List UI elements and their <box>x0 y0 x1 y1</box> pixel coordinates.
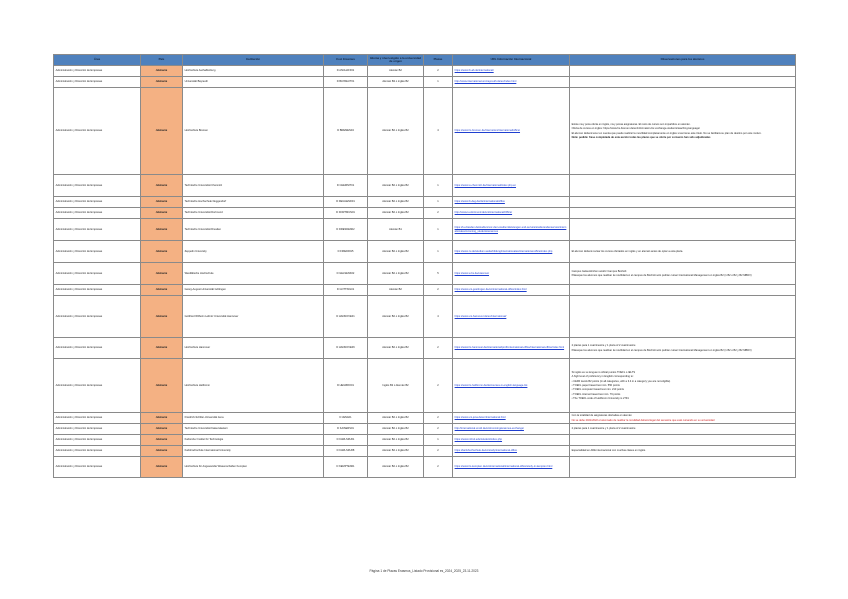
observations-cell <box>570 285 796 296</box>
observation-line: Oferta de cursos en inglés: https://www.hs-bremen.de/en/information-for-exchange-students/teaching-language/ <box>571 127 700 131</box>
page-footer: Página 1 de Plazas Erasmus_Listado Provisional es_2024_2025_23.11.2023 <box>369 569 479 573</box>
observation-line: Pâteuque los alumnos que realizan la movilidad en el campus de Bocholt solo podrán cursar International Management en inglés B2 (1 B2 o B2 y B2 MBDV) <box>571 274 752 278</box>
observation-line: Con la totalidad de asignaturas ofertadas en alemán <box>571 414 632 418</box>
country-cell: Alemania <box>141 197 183 208</box>
country-cell: Alemania <box>141 219 183 241</box>
places-cell: 2 <box>424 424 453 435</box>
country-cell: Alemania <box>141 413 183 424</box>
observations-cell <box>570 175 796 197</box>
observation-line: • TOEFL paper based test min. 550 points <box>571 383 620 387</box>
observation-line: Existe muy poca oferta en inglés, muy pocas asignaturas. El resto de cursos son impartidos en alemán. <box>571 122 691 126</box>
places-cell: 2 <box>424 338 453 359</box>
observation-line: Campus Gelsenkirchen and/or Campus Bocholt <box>571 269 627 273</box>
places-cell: 2 <box>424 359 453 413</box>
table-row <box>54 446 796 457</box>
area-cell: Administración y Dirección de Empresas <box>54 263 141 285</box>
observations-cell <box>570 197 796 208</box>
erasmus-code-cell: D HEILBRO01 <box>324 359 368 413</box>
language-level-cell: Alemán B2 o Inglés B2 <box>368 424 424 435</box>
erasmus-code-cell: D FRIEDRI15 <box>324 241 368 263</box>
url-link[interactable]: https://www.hs-bremen.de/internet/en/international/office/ <box>453 88 570 175</box>
area-cell: Administración y Dirección de Empresas <box>54 208 141 219</box>
language-level-cell: Alemán B2 o Inglés B2 <box>368 208 424 219</box>
header-country: País <box>141 55 183 66</box>
table-row <box>54 197 796 208</box>
url-link[interactable]: https://www.hs-kempten.de/en/international/international-office/study-in-kempten.html <box>453 457 570 478</box>
table-row <box>54 338 796 359</box>
language-level-cell: Alemán B2 o Inglés B2 <box>368 446 424 457</box>
observation-line: Si inglés es su lengua no oficial puntos TOEFL o IELTS <box>571 370 636 374</box>
institution-cell: Westfälische Hochschule <box>183 263 324 285</box>
places-cell: 1 <box>424 241 453 263</box>
language-level-cell: Alemán B2 o Inglés B2 <box>368 457 424 478</box>
language-level-cell: Alemán B2 o Inglés B2 <box>368 263 424 285</box>
url-link[interactable]: https://www.uni-hannover.de/en/international/ <box>453 296 570 338</box>
observation-line: No se debe 2021/2022 el alumnado de realizar la movilidad deberá llegar del semestre que esté cursando en su universidad <box>571 418 715 422</box>
table-row <box>54 457 796 478</box>
erasmus-code-cell: D GELSENK02 <box>324 263 368 285</box>
table-row <box>54 424 796 435</box>
institution-cell: Hochschule für Angewandte Wissenschaften Kempten <box>183 457 324 478</box>
institution-cell: Georg-August-Universität Göttingen <box>183 285 324 296</box>
country-cell: Alemania <box>141 88 183 175</box>
area-cell: Administración y Dirección de Empresas <box>54 241 141 263</box>
erasmus-code-cell: D KAISERS01 <box>324 424 368 435</box>
places-cell: 1 <box>424 435 453 446</box>
observations-cell <box>570 424 796 435</box>
observation-line: 2 plazas para 1 cuatrimestre y 1 plaza of 2 cuatrimestre <box>571 344 636 348</box>
country-cell: Alemania <box>141 263 183 285</box>
table-row <box>54 77 796 88</box>
area-cell: Administración y Dirección de Empresas <box>54 175 141 197</box>
area-cell: Administración y Dirección de Empresas <box>54 296 141 338</box>
url-link[interactable]: https://www.zu.de/studium-weiterbildung/internationales/international-office/index.php <box>453 241 570 263</box>
places-cell: 2 <box>424 446 453 457</box>
language-level-cell: Inglés B2 o Alemán B2 <box>368 359 424 413</box>
language-level-cell: Alemán B2 o Inglés B2 <box>368 435 424 446</box>
erasmus-code-cell: D KARLSRU01 <box>324 435 368 446</box>
institution-cell: Technische Universität Kaiserslautern <box>183 424 324 435</box>
institution-cell: Hochschule Hannover <box>183 338 324 359</box>
institution-cell: Universität Bayreuth <box>183 77 324 88</box>
header-language-level: Idioma y nivel exigido a la universidad de origen <box>368 55 424 66</box>
institution-cell: Technische Hochschule Deggendorf <box>183 197 324 208</box>
institution-cell: Hochschule Bremen <box>183 88 324 175</box>
observations-cell <box>570 88 796 175</box>
table-row <box>54 66 796 77</box>
country-cell: Alemania <box>141 285 183 296</box>
header-places: Plazas <box>424 55 453 66</box>
erasmus-code-cell: D JENA01 <box>324 413 368 424</box>
url-link[interactable]: http://www.tu-dortmund.de/uni/international/Office/ <box>453 208 570 219</box>
erasmus-code-cell: D HANNOVE06 <box>324 338 368 359</box>
observations-cell <box>570 413 796 424</box>
observations-cell <box>570 435 796 446</box>
country-cell: Alemania <box>141 359 183 413</box>
url-link[interactable]: https://www.th-ab.de/international/ <box>453 66 570 77</box>
language-level-cell: Alemán B2 o Inglés B2 <box>368 296 424 338</box>
url-link[interactable]: https://www.th-deg.de/de/international/office <box>453 197 570 208</box>
table-row <box>54 285 796 296</box>
observation-line: Pâteuque los alumnos que realizan la movilidad en el campus de Bocholt solo podrán cursar International Management en inglés B2 (1 B2 o B2 y B2 MBDV) <box>571 348 752 352</box>
institution-cell: Friedrich-Schiller-Universität Jena <box>183 413 324 424</box>
observations-cell <box>570 296 796 338</box>
observation-line: Nota: pedida: frase completada de esta acción todas las plazas que se oferte por convenio han sido adjudicadas <box>571 136 711 140</box>
country-cell: Alemania <box>141 446 183 457</box>
erasmus-code-cell: D BAYREUT01 <box>324 77 368 88</box>
country-cell: Alemania <box>141 296 183 338</box>
url-link[interactable]: http://www.international.uni-bayreuth.de/en/index.html <box>453 77 570 88</box>
observation-line: • CEFR levels B2 points (in all categories, with a 3.4 in a category you are not eligible) <box>571 379 671 383</box>
language-level-cell: Alemán B2 <box>368 285 424 296</box>
area-cell: Administración y Dirección de Empresas <box>54 359 141 413</box>
observation-line: Especialidad en ADE internacional con muchas clases en inglés. <box>571 449 646 453</box>
table-row <box>54 263 796 285</box>
url-link[interactable]: https://www.tu-chemnitz.de/international/index.php.en <box>453 175 570 197</box>
places-cell: 1 <box>424 175 453 197</box>
language-level-cell: Alemán B2 o Inglés B2 <box>368 175 424 197</box>
table-row <box>54 88 796 175</box>
observations-cell <box>570 66 796 77</box>
country-cell: Alemania <box>141 175 183 197</box>
table-row <box>54 219 796 241</box>
erasmus-code-cell: D CHEMNIT01 <box>324 175 368 197</box>
url-link[interactable]: https://karlshochschule.de/en/study/international-office <box>453 446 570 457</box>
area-cell: Administración y Dirección de Empresas <box>54 457 141 478</box>
observation-line: El alumno deberá tener en cuenta que puede realizar la movilidad completamente en inglés si así tiene este título. No se facilitará su plan de destino por este motivo. <box>571 131 762 135</box>
url-link[interactable]: https://www.hs-heilbronn.de/de/courses-in-english-language-list <box>453 359 570 413</box>
country-cell: Alemania <box>141 424 183 435</box>
area-cell: Administración y Dirección de Empresas <box>54 435 141 446</box>
places-cell: 2 <box>424 208 453 219</box>
header-observations: Observaciones para los alumnos <box>570 55 796 66</box>
area-cell: Administración y Dirección de Empresas <box>54 424 141 435</box>
observations-cell <box>570 338 796 359</box>
erasmus-code-cell: D DORTMUN01 <box>324 208 368 219</box>
observation-line: • TOEFL internet based test min. 79 points <box>571 392 621 396</box>
observations-cell <box>570 219 796 241</box>
area-cell: Administración y Dirección de Empresas <box>54 197 141 208</box>
erasmus-code-cell: D KEMPTEN01 <box>324 457 368 478</box>
language-level-cell: Alemán B2 <box>368 66 424 77</box>
observation-line: 2 plazas para 1 cuatrimestre y 1 plaza of 2 cuatrimestre <box>571 427 636 431</box>
area-cell: Administración y Dirección de Empresas <box>54 88 141 175</box>
institution-cell: Technische Universität Chemnitz <box>183 175 324 197</box>
institution-cell: Zeppelin University <box>183 241 324 263</box>
header-code: Cod. Erasmus <box>324 55 368 66</box>
observation-line: • The TOEFL code of Heilbronn University is 2791 <box>571 397 629 401</box>
institution-cell: Karlshochschule International University <box>183 446 324 457</box>
table-row <box>54 359 796 413</box>
url-link[interactable]: http://international.uni-kl.de/en/incoming/erasmus-exchange/ <box>453 424 570 435</box>
area-cell: Administración y Dirección de Empresas <box>54 219 141 241</box>
places-cell: 1 <box>424 77 453 88</box>
places-cell: 2 <box>424 66 453 77</box>
erasmus-code-cell: D DRESDEN02 <box>324 219 368 241</box>
places-cell: 1 <box>424 219 453 241</box>
observation-line: • TOEFL computer based test min. 213 points <box>571 388 624 392</box>
language-level-cell: Alemán B2 o Inglés B2 <box>368 413 424 424</box>
institution-cell: Hochschule Heilbronn <box>183 359 324 413</box>
table-row <box>54 435 796 446</box>
institution-cell: Gottfried Wilhelm Leibniz Universität Hannover <box>183 296 324 338</box>
header-row <box>54 55 796 66</box>
places-cell: 4 <box>424 296 453 338</box>
places-cell: 2 <box>424 285 453 296</box>
country-cell: Alemania <box>141 77 183 88</box>
header-url: URL Información Internacional <box>453 55 570 66</box>
observation-line: A high level of proficiency in English corresponding to: <box>571 375 634 379</box>
table-row <box>54 413 796 424</box>
observations-cell <box>570 241 796 263</box>
table-row <box>54 208 796 219</box>
language-level-cell: Alemán B2 o inglés B2 <box>368 77 424 88</box>
observations-cell <box>570 208 796 219</box>
country-cell: Alemania <box>141 457 183 478</box>
url-link[interactable]: https://www.uni-goettingen.de/en/international-office/index.html <box>453 285 570 296</box>
places-cell: 2 <box>424 413 453 424</box>
country-cell: Alemania <box>141 338 183 359</box>
places-cell: 2 <box>424 457 453 478</box>
language-level-cell: Alemán B1 <box>368 219 424 241</box>
area-cell: Administración y Dirección de Empresas <box>54 285 141 296</box>
erasmus-code-cell: D GOTTING01 <box>324 285 368 296</box>
country-cell: Alemania <box>141 435 183 446</box>
institution-cell: Technische Universität Dortmund <box>183 208 324 219</box>
country-cell: Alemania <box>141 66 183 77</box>
places-cell: 1 <box>424 197 453 208</box>
erasmus-code-cell: D KARLSRU08 <box>324 446 368 457</box>
language-level-cell: Alemán B2 o Inglés B2 <box>368 197 424 208</box>
institution-cell: Hochschule Aschaffenburg <box>183 66 324 77</box>
table-row <box>54 296 796 338</box>
erasmus-code-cell: D BREMEN04 <box>324 88 368 175</box>
observation-line: El alumno deberá revisar los cursos ofertados en inglés y en alemán antes de optar a esta plaza. <box>571 249 684 253</box>
area-cell: Administración y Dirección de Empresas <box>54 77 141 88</box>
observations-cell <box>570 77 796 88</box>
observations-cell <box>570 457 796 478</box>
url-link[interactable]: https://www.intl.kit.edu/istudent/index.php <box>453 435 570 446</box>
area-cell: Administración y Dirección de Empresas <box>54 66 141 77</box>
places-cell: 5 <box>424 263 453 285</box>
institution-cell: Karlsruher Institut für Technologie <box>183 435 324 446</box>
language-level-cell: Alemán B2 o Inglés B2 <box>368 88 424 175</box>
url-link[interactable]: https://www.hs-hannover.de/international/profil-international-office/international-office/index.html <box>453 338 570 359</box>
erasmus-code-cell: D ASCHAFF01 <box>324 66 368 77</box>
table-row <box>54 175 796 197</box>
language-level-cell: Alemán B2 o Inglés B2 <box>368 241 424 263</box>
url-link[interactable]: https://tu-dresden.de/studium/vor-dem-studium/leistungen-und-service/studierendenservice/internationales/incoming_students/erasmus <box>453 219 570 241</box>
area-cell: Administración y Dirección de Empresas <box>54 446 141 457</box>
erasmus-code-cell: D DEGGEND01 <box>324 197 368 208</box>
header-area: Área <box>54 55 141 66</box>
erasmus-code-cell: D HANNOVE01 <box>324 296 368 338</box>
language-level-cell: Alemán B2 o Inglés B2 <box>368 338 424 359</box>
url-link[interactable]: https://www.uni-jena.de/en/International.html <box>453 413 570 424</box>
institution-cell: Technische Universität Dresden <box>183 219 324 241</box>
observations-cell <box>570 446 796 457</box>
area-cell: Administración y Dirección de Empresas <box>54 413 141 424</box>
observations-cell <box>570 359 796 413</box>
area-cell: Administración y Dirección de Empresas <box>54 338 141 359</box>
country-cell: Alemania <box>141 208 183 219</box>
country-cell: Alemania <box>141 241 183 263</box>
places-cell: 4 <box>424 88 453 175</box>
table-row <box>54 241 796 263</box>
url-link[interactable]: https://www.w-hs.de/erasmus/ <box>453 263 570 285</box>
observations-cell <box>570 263 796 285</box>
places-table <box>53 54 796 478</box>
header-institution: Institución <box>183 55 324 66</box>
